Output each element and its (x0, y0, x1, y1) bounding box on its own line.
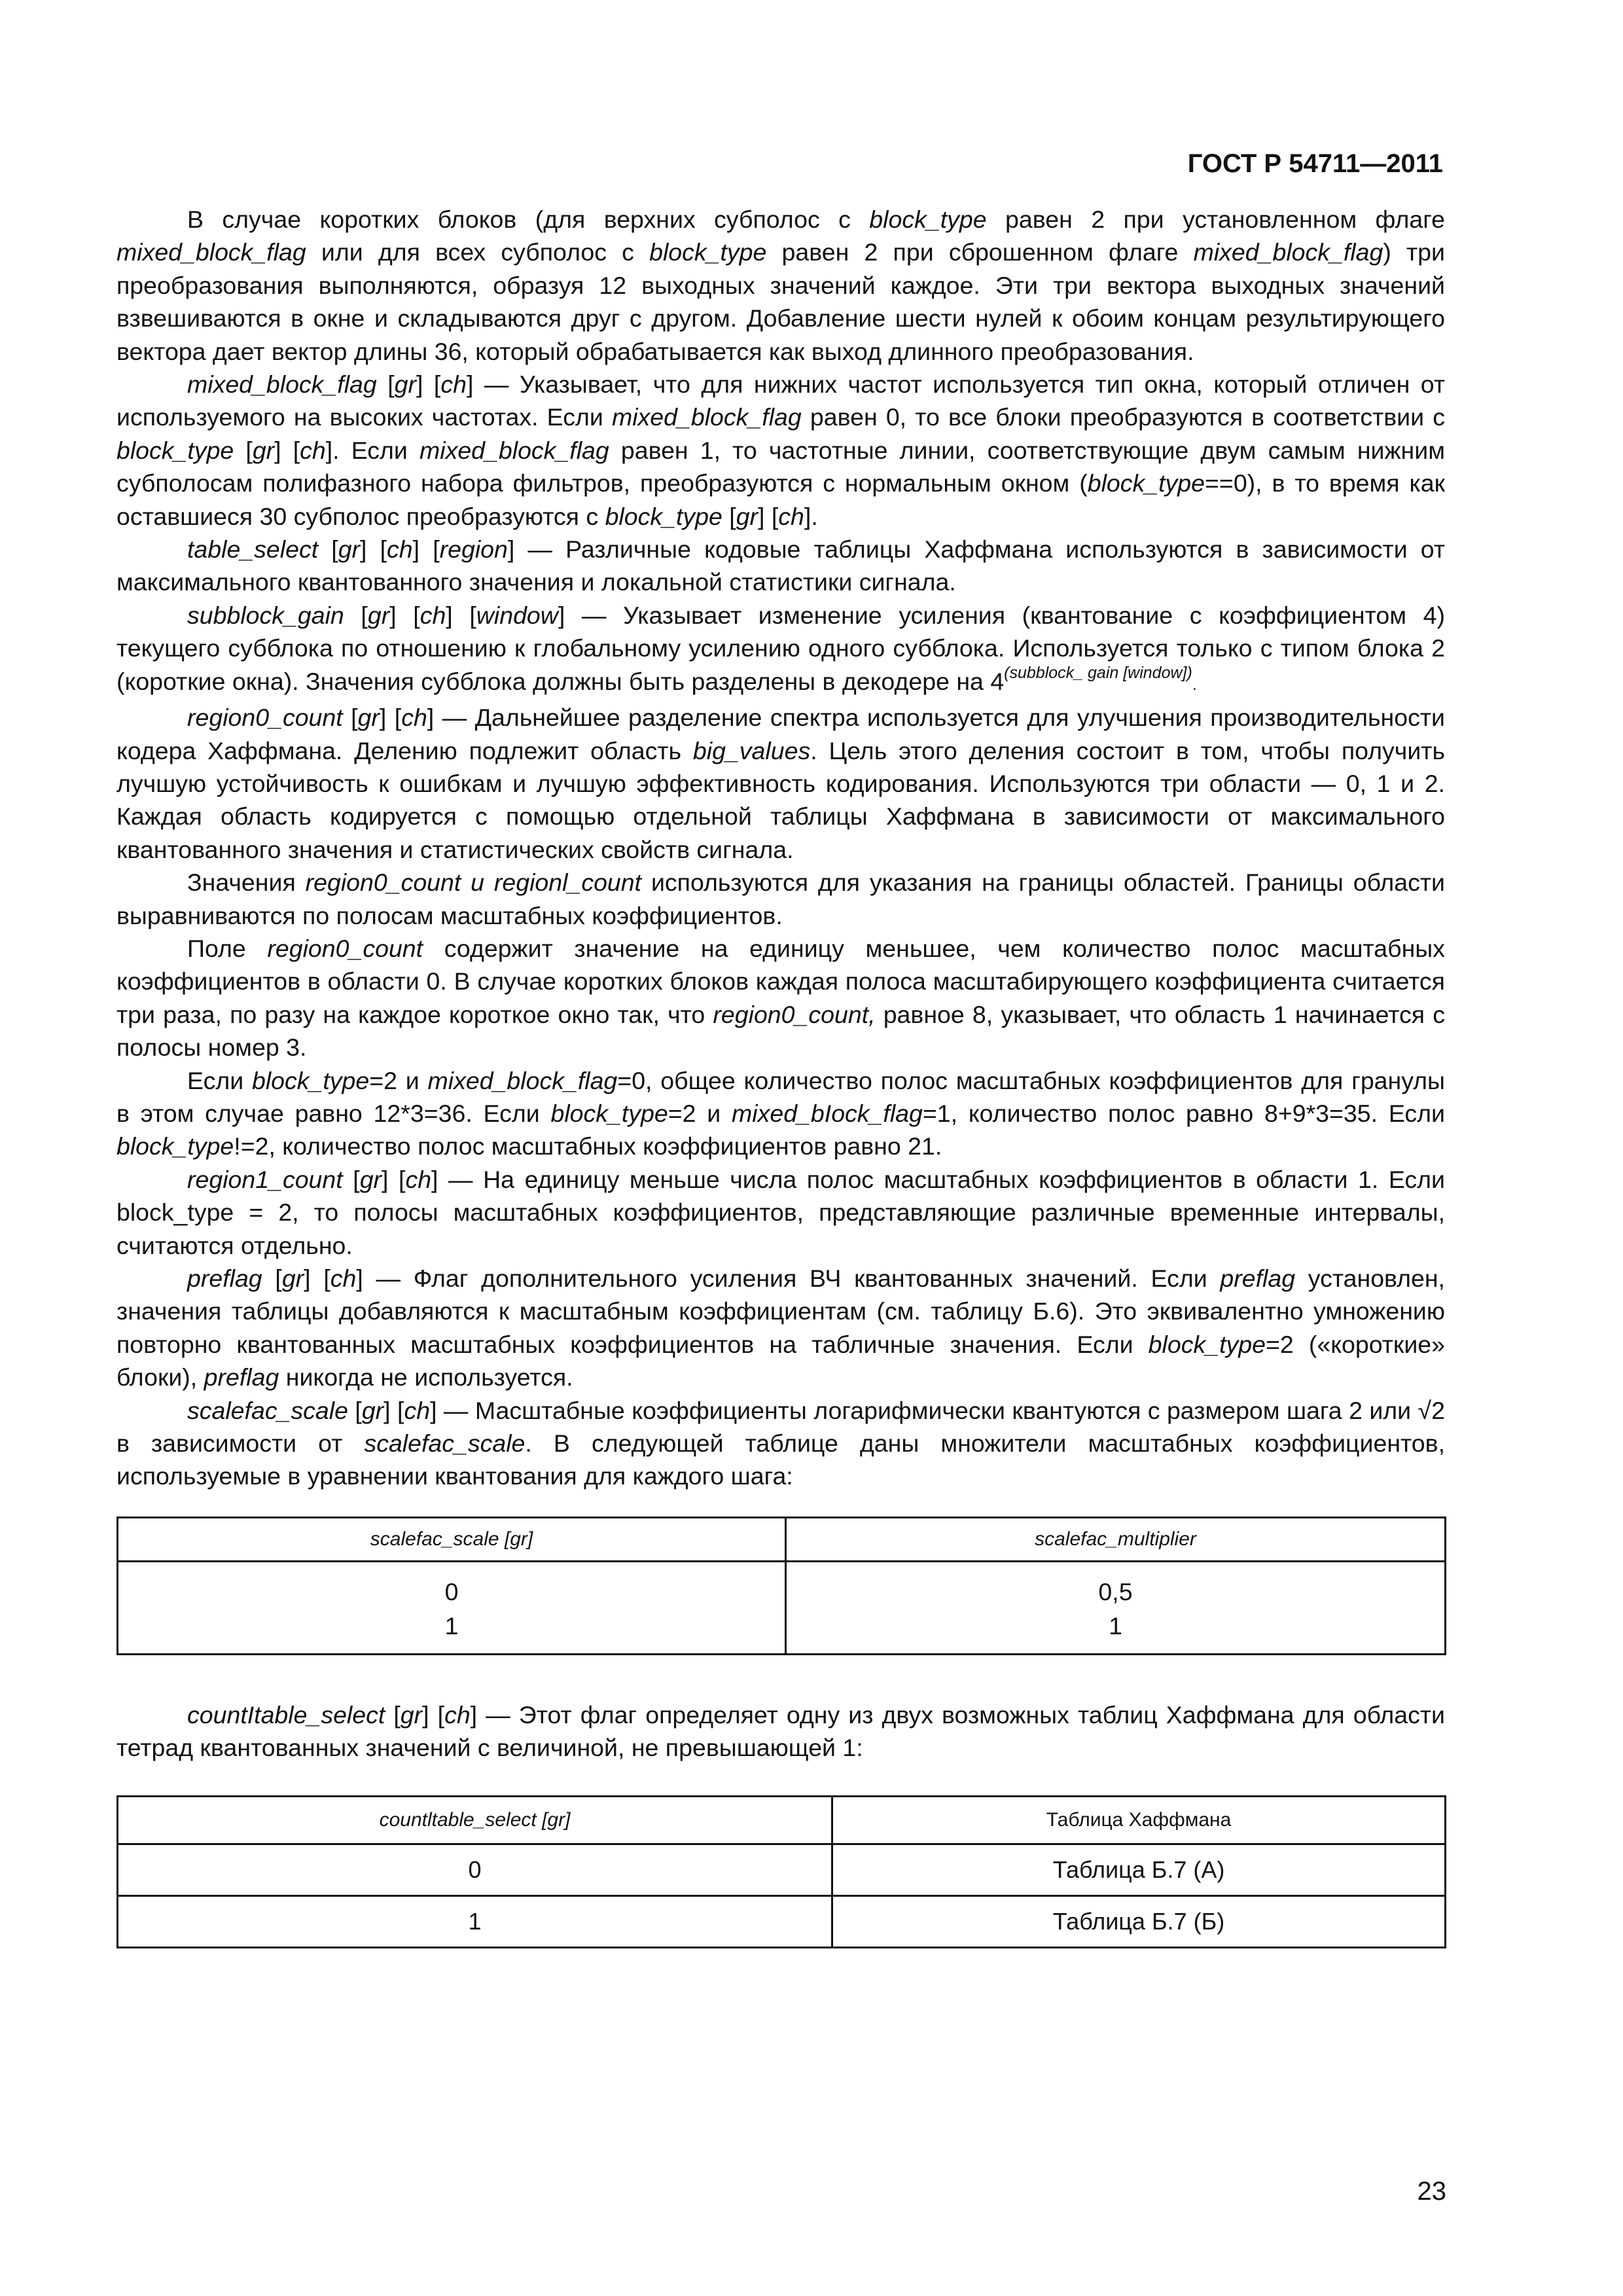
table-cell: Таблица Б.7 (Б) (832, 1896, 1446, 1948)
paragraph-mixed-block-flag: mixed_block_flag [gr] [ch] — Указывает, что для нижних частот используется тип окна, который отличен от используемого на высоких частотах. Если mixed_block_flag равен 0, то все блоки преобразуются в соответствии с block_type [gr] [ch]. Если mixed_block_flag равен 1, то частотные линии, соответствующие двум самым нижним субполосам полифазного набора фильтров, преобразуются с нормальным окном (block_type==0), в то время как оставшиеся 30 субполос преобразуются с block_type [gr] [ch]. (116, 370, 1446, 530)
table-row (118, 1896, 1446, 1948)
table-cell: 1 (118, 1609, 786, 1654)
paragraph-region1-count: region1_count [gr] [ch] — На единицу меньше числа полос масштабных коэффициентов в области 1. Если block_type = 2, то полосы масштабных коэффициентов, представляющие различные временные интервалы, считаются отдельно. (116, 1165, 1445, 1259)
table-row (118, 1561, 1446, 1609)
paragraph-region0-field: Поле region0_count содержит значение на единицу меньшее, чем количество полос масштабных коэффициентов в области 0. В случае коротких блоков каждая полоса масштабирующего коэффициента считается три раза, по разу на каждое короткое окно так, что region0_count, равное 8, указывает, что область 1 начинается с полосы номер 3. (116, 934, 1446, 1062)
table-cell: Таблица Б.7 (А) (832, 1844, 1446, 1896)
paragraph-table-select: table_select [gr] [ch] [region] — Различные кодовые таблицы Хаффмана используются в зависимости от максимального квантованного значения и локальной статистики сигнала. (116, 535, 1445, 596)
paragraph-short-blocks: В случае коротких блоков (для верхних субполос с block_type равен 2 при установленном флаге mixed_block_flag или для всех субполос с block_type равен 2 при сброшенном флаге mixed_block_flag) три преобразования выполняются, образуя 12 выходных значений каждое. Эти три вектора выходных значений взвешиваются в окне и складываются друг с другом. Добавление шести нулей к обоим концам результирующего вектора дает вектор длины 36, который обрабатывается как выход длинного преобразования. (116, 206, 1445, 365)
table-header-row (118, 1517, 1446, 1561)
paragraph-band-count: Если block_type=2 и mixed_block_flag=0, общее количество полос масштабных коэффициентов для гранулы в этом случае равно 12*3=36. Если block_type=2 и mixed_bIock_flag=1, количество полос равно 8+9*3=35. Если block_type!=2, количество полос масштабных коэффициентов равно 21. (116, 1066, 1445, 1160)
table-row (118, 1844, 1446, 1896)
table-row (118, 1609, 1446, 1654)
table-cell: 0 (118, 1561, 786, 1609)
subblock-gain-exponent: (subblock_ gain [window]) (1004, 663, 1192, 682)
paragraph-region-values: Значения region0_count u regionl_count используются для указания на границы областей. Границы области выравниваются по полосам масштабных коэффициентов. (116, 869, 1445, 929)
table-header-row (118, 1797, 1446, 1844)
page-number: 23 (1417, 2177, 1446, 2206)
table-header-cell: scalefac_multiplier (786, 1517, 1446, 1561)
table-cell: 1 (118, 1896, 832, 1948)
table-header-cell: Таблица Хаффмана (832, 1797, 1446, 1844)
huffman-table-select-table (116, 1795, 1446, 1948)
paragraph-preflag: preflag [gr] [ch] — Флаг дополнительного усиления ВЧ квантованных значений. Если preflag установлен, значения таблицы добавляются к масштабным коэффициентам (см. таблицу Б.6). Это эквивалентно умножению повторно квантованных масштабных коэффициентов на табличные значения. Если block_type=2 («короткие» блоки), preflag никогда не используется. (116, 1265, 1446, 1391)
table-header-cell: scalefac_scale [gr] (118, 1517, 786, 1561)
table-header-cell: countltable_select [gr] (118, 1797, 832, 1844)
paragraph-region0-count: region0_count [gr] [ch] — Дальнейшее разделение спектра используется для улучшения производительности кодера Хаффмана. Делению подлежит область big_values. Цель этого деления состоит в том, чтобы получить лучшую устойчивость к ошибкам и лучшую эффективность кодирования. Используются три области — 0, 1 и 2. Каждая область кодируется с помощью отдельной таблицы Хаффмана в зависимости от максимального квантованного значения и статистических свойств сигнала. (116, 704, 1445, 863)
paragraph-scalefac-scale: scalefac_scale [gr] [ch] — Масштабные коэффициенты логарифмически квантуются с размером шага 2 или √2 в зависимости от scalefac_scale. В следующей таблице даны множители масштабных коэффициентов, используемые в уравнении квантования для каждого шага: (116, 1396, 1445, 1490)
paragraph-count1-table-select: countItable_select [gr] [ch] — Этот флаг определяет одну из двух возможных таблиц Хаффмана для области тетрад квантованных значений с величиной, не превышающей 1: (116, 1700, 1445, 1762)
paragraph-subblock-gain: subblock_gain [gr] [ch] [window] — Указывает изменение усиления (квантование с коэффициентом 4) текущего субблока по отношению к глобальному усилению одного субблока. Используется только с типом блока 2 (короткие окна). Значения субблока должны быть разделены в декодере на $4^{(subblock\_ gain [window])}$. (116, 601, 1446, 695)
table-cell: 1 (786, 1609, 1446, 1654)
document-body (116, 203, 1445, 1948)
table-cell: 0 (118, 1844, 832, 1896)
table-cell: 0,5 (786, 1561, 1446, 1609)
document-header: ГОСТ Р 54711—2011 (1187, 149, 1443, 178)
scalefac-multiplier-table (116, 1516, 1446, 1655)
